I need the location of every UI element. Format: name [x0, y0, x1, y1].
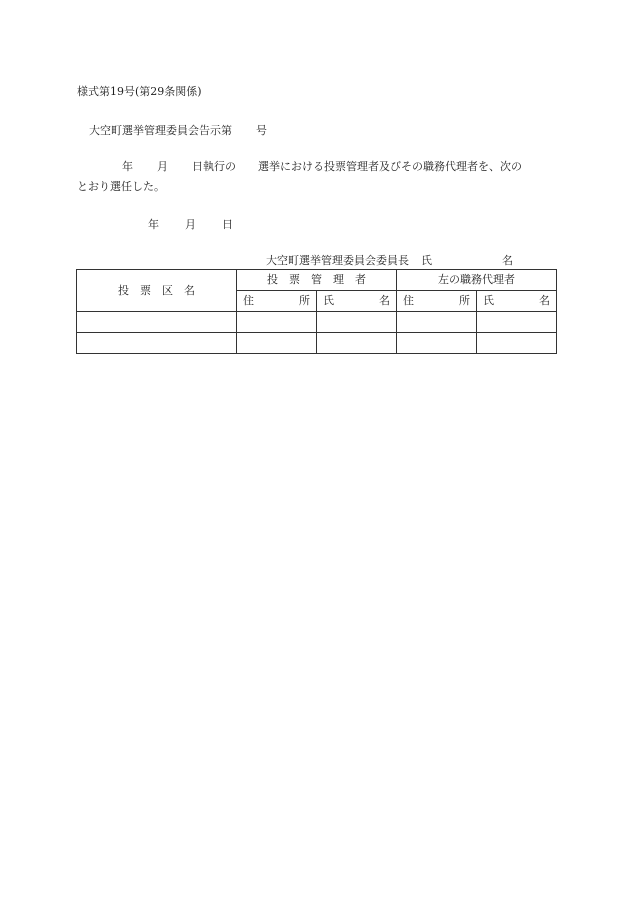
manager-address-cell	[237, 312, 317, 333]
deputy-name-cell	[477, 312, 557, 333]
appointment-table	[76, 269, 557, 354]
manager-name-cell	[317, 312, 397, 333]
deputy-name-header: 氏 名	[477, 291, 557, 312]
date-day: 日	[222, 218, 233, 231]
date-year: 年	[148, 218, 159, 231]
manager-header: 投 票 管 理 者	[237, 270, 397, 291]
date-line	[148, 218, 233, 232]
district-cell	[77, 312, 237, 333]
body-line-1	[122, 160, 522, 174]
body-day-executed: 日執行の	[192, 160, 236, 173]
body-election-text: 選挙における投票管理者及びその職務代理者を、次の	[258, 160, 522, 173]
table-row	[77, 333, 557, 354]
signer-line	[266, 254, 513, 268]
district-cell	[77, 333, 237, 354]
district-header: 投 票 区 名	[77, 270, 237, 312]
signer-title: 大空町選挙管理委員会委員長	[266, 254, 409, 267]
form-label: 様式第19号(第29条関係)	[77, 85, 202, 98]
deputy-address-header: 住 所	[397, 291, 477, 312]
table-header-row	[77, 270, 557, 291]
signer-shi: 氏	[421, 254, 432, 267]
manager-address-header: 住 所	[237, 291, 317, 312]
body-line-2: とおり選任した。	[77, 180, 165, 193]
signer-mei: 名	[502, 254, 513, 267]
notice-title-suffix: 号	[256, 124, 267, 137]
body-month: 月	[157, 160, 168, 173]
deputy-header: 左の職務代理者	[397, 270, 557, 291]
deputy-address-cell	[397, 333, 477, 354]
deputy-address-cell	[397, 312, 477, 333]
manager-name-cell	[317, 333, 397, 354]
notice-title	[89, 124, 267, 138]
deputy-name-cell	[477, 333, 557, 354]
date-month: 月	[185, 218, 196, 231]
notice-title-main: 大空町選挙管理委員会告示第	[89, 124, 232, 137]
manager-address-cell	[237, 333, 317, 354]
table-row	[77, 312, 557, 333]
body-year: 年	[122, 160, 133, 173]
manager-name-header: 氏 名	[317, 291, 397, 312]
